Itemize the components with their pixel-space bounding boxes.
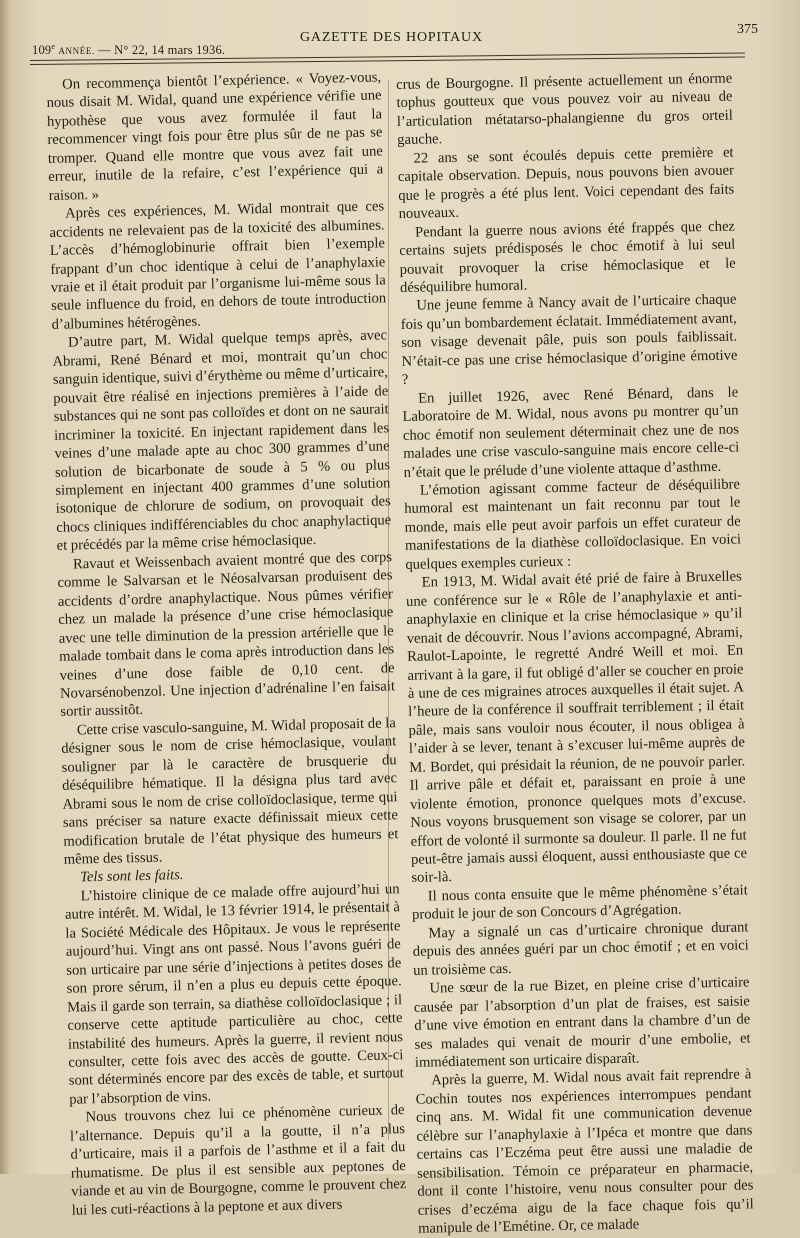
issue-number: 109 xyxy=(32,43,52,58)
left-column xyxy=(46,68,407,1219)
journal-title: GAZETTE DES HOPITAUX xyxy=(300,30,483,45)
issue-suffix: e xyxy=(51,42,56,51)
issue-word: ANNÉE. xyxy=(58,46,95,57)
paragraph: En 1913, M. Widal avait été prié de faire à Bruxelles une conférence sur le « Rôle de l’anaphylaxie et anti-anaphylaxie en clinique et la crise hémoclasique » qu’il venait de découvrir. Nous l’avions accompagné, Abrami, Raulot-Lapointe, le regretté André Weill et moi. En arrivant à la gare, il fut obligé d’aller se coucher en proie à une de ces migraines atroces auxquelles il était sujet. A l’heure de la conférence il souffrait terriblement ; il était pâle, mais sans vouloir nous écouter, il nous obligea à l’aider à se lever, tenant à s’excuser lui-même auprès de M. Bordet, qui présidait la réunion, de ne pouvoir parler. Il arrive pâle et défait et, paraissant en proie à une violente émotion, prononce quelques mots d’excuse. Nous voyons brusquement son visage se colorer, par un effort de volonté il surmonte sa douleur. Il parle. Il ne fut peut-être jamais aussi éloquent, aussi enthousiaste que ce soir-là. xyxy=(405,568,748,887)
paragraph: Ravaut et Weissenbach avaient montré que des corps comme le Salvarsan et le Néosalvarsan produisent des accidents d’ordre anaphylactique. Nous pûmes vérifier chez un malade la présence d’une crise hémoclasique avec une telle diminution de la pression artérielle que le malade tombait dans le coma après introduction dans les veines d’une dose faible de 0,10 cent. de Novarsénobenzol. Une injection d’adrénaline l’en faisait sortir aussitôt. xyxy=(57,549,396,721)
paragraph: L’histoire clinique de ce malade offre aujourd’hui un autre intérêt. M. Widal, le 13 février 1914, le présentait à la Société Médicale des Hôpitaux. Je vous le représente aujourd’hui. Vingt ans ont passé. Nous l’avons guéri de son urticaire par une série d’injections à petites doses de son prore sérum, il n’en a plus eu depuis cette époque. Mais il garde son terrain, sa diathèse colloïdoclasique ; il conserve cette aptitude particulière au choc, cette instabilité des humeurs. Après la guerre, il revient nous consulter, cette fois avec des accès de goutte. Ceux-ci sont déterminés encore par des excès de table, et surtout par l’absorption de vins. xyxy=(64,881,404,1108)
issue-date: — N° 22, 14 mars 1936. xyxy=(98,43,226,58)
paragraph: On recommença bientôt l’expérience. « Voyez-vous, nous disait M. Widal, quand une expérience vérifie une hypothèse que vous avez formulée il faut la recommencer vingt fois pour être plus sûr de ne pas se tromper. Quand elle montre que vous avez fait une erreur, inutile de la refaire, c’est l’expérience qui a raison. » xyxy=(46,69,384,204)
issue-line xyxy=(32,42,225,58)
paragraph: Pendant la guerre nous avions été frappés que chez certains sujets prédisposés le choc émotif à lui seul pouvait provoquer la crise hémoclasique et le déséquilibre humoral. xyxy=(399,218,736,296)
paragraph: L’émotion agissant comme facteur de déséquilibre humoral est maintenant un fait reconnu par tout le monde, mais elle peut avoir parfois un effet curateur de manifestations de la diathèse colloïdoclasique. En voici quelques exemples curieux : xyxy=(404,476,742,573)
paragraph: Une sœur de la rue Bizet, en pleine crise d’urticaire causée par l’absorption d’un plat de fraises, est saisie d’une vive émotion en entrant dans la chambre d’un de ses malades qui venait de mourir d’une embolie, et immédiatement son urticaire disparaît. xyxy=(413,974,751,1071)
paragraph: En juillet 1926, avec René Bénard, dans le Laboratoire de M. Widal, nous avons pu montrer qu’un choc émotif non seulement déterminait chez une de nos malades une crise vasculo-sanguine mais encore celle-ci n’était que le prélude d’une violente attaque d’asthme. xyxy=(402,384,740,481)
paragraph: Une jeune femme à Nancy avait de l’urticaire chaque fois qu’un bombardement éclatait. Immédiatement avant, son visage devenait pâle, puis son pouls faiblissait. N’était-ce pas une crise hémoclasique d’origine émotive ? xyxy=(400,291,738,389)
paragraph: Après la guerre, M. Widal nous avait fait reprendre à Cochin toutes nos expériences interrompues pendant cinq ans. M. Widal fit une communication devenue célèbre sur l’anaphylaxie à l’Ipéca et montre que dans certains cas l’Eczéma peut être aussi une maladie de sensibilisation. Témoin ce préparateur en pharmacie, dont il conte l’histoire, venu nous consulter pour des crises d’eczéma aigu de la face chaque fois qu’il manipule de l’Emétine. Or, ce malade xyxy=(415,1066,754,1237)
binding-shadow xyxy=(0,0,10,1174)
paragraph: Après ces expériences, M. Widal montrait que ces accidents ne relevaient pas de la toxicité des albumines. L’accès d’hémoglobinurie offrait bien l’exemple frappant d’un choc identique à celui de l’anaphylaxie vraie et il était produit par l’organisme lui-même sous la seule influence du froid, en dehors de toute introduction d’albumines hétérogènes. xyxy=(49,198,387,333)
right-column xyxy=(396,70,754,1238)
paragraph: crus de Bourgogne. Il présente actuellement un énorme tophus goutteux que vous pouvez voir au niveau de l’articulation métatarso-phalangienne du gros orteil gauche. xyxy=(396,70,733,149)
column-divider xyxy=(388,80,389,1140)
paragraph: Nous trouvons chez lui ce phénomène curieux de l’alternance. Depuis qu’il a la goutte, il n’a plus d’urticaire, mais il a parfois de l’asthme et il a fait du rhumatisme. De plus il est sensible aux peptones de viande et au vin de Bourgogne, comme le prouvent chez lui les cuti-réactions à la peptone et aux divers xyxy=(69,1102,407,1219)
paragraph: D’autre part, M. Widal quelque temps après, avec Abrami, René Bénard et moi, montrait qu’un choc sanguin identique, suivi d’érythème ou même d’urticaire, pouvait être réalisé en injections premières à l’aide de substances qui ne sont pas colloïdes et dont on ne saurait incriminer la toxicité. En injectant rapidement dans les veines d’une malade apte au choc 300 grammes d’une solution de bicarbonate de soude à 5 % ou plus simplement en injectant 400 grammes d’une solution isotonique de chlorure de sodium, on provoquait des chocs cliniques indifférenciables du choc anaphylactique et précédés par la même crise hémoclasique. xyxy=(52,327,392,555)
section-phrase: Tels sont les faits. xyxy=(80,867,184,886)
paragraph: 22 ans se sont écoulés depuis cette première et capitale observation. Depuis, nous pouvons bien avouer que le progrès a été plus lent. Voici cependant des faits nouveaux. xyxy=(397,144,735,223)
paragraph: May a signalé un cas d’urticaire chronique durant depuis des années guéri par un choc émotif ; et en voici un troisième cas. xyxy=(412,919,749,979)
paragraph: Il nous conta ensuite que le même phénomène s’était produit le jour de son Concours d’Agrégation. xyxy=(411,882,748,924)
page-number: 375 xyxy=(737,22,758,37)
paragraph: Cette crise vasculo-sanguine, M. Widal proposait de la désigner sous le nom de crise hémoclasique, voulant souligner par là le caractère de brusquerie du déséquilibre hématique. Il la désigna plus tard avec Abrami sous le nom de crise colloïdoclasique, terme qui sans préciser sa nature exacte définissait mieux cette modification brutale de l’état physique des humeurs et même des tissus. xyxy=(61,715,399,868)
